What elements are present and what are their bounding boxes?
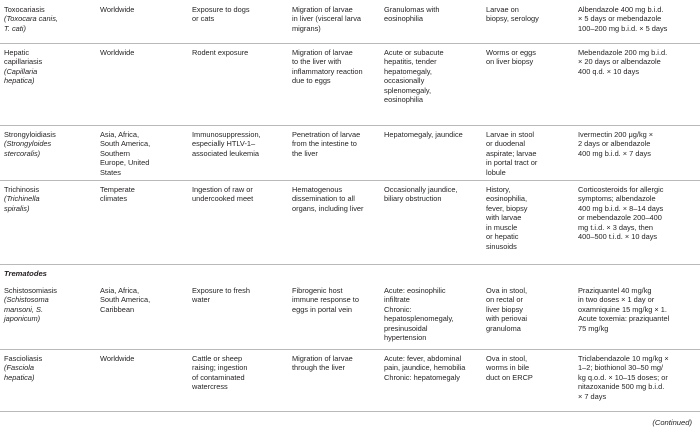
treatment-line: kg q.o.d. × 10–15 doses; or: [578, 372, 668, 382]
disease-name: Trichinosis: [4, 185, 40, 194]
treatment-line: 400 mg b.i.d. × 8–14 days: [578, 203, 664, 213]
diagnosis-cell: [486, 48, 566, 67]
distribution-cell: [100, 286, 186, 314]
treatment-line: × 7 days: [578, 391, 607, 401]
section-label: Trematodes: [4, 269, 47, 278]
disease-name: capillariasis: [4, 57, 43, 67]
mechanism-cell: [292, 354, 380, 373]
mechanism-line: migrans): [292, 23, 321, 33]
exposure-line: raising; ingestion: [192, 363, 248, 373]
diagnosis-line: granuloma: [486, 323, 521, 333]
findings-line: Acute: eosinophilic: [384, 286, 446, 295]
findings-line: hepatosplenomegaly,: [384, 314, 454, 324]
distribution-cell: [100, 185, 186, 204]
exposure-line: or cats: [192, 14, 215, 24]
treatment-line: Triclabendazole 10 mg/kg ×: [578, 354, 669, 363]
diagnosis-cell: [486, 5, 566, 24]
disease-name: Fascioliasis: [4, 354, 43, 363]
treatment-line: Acute toxemia: praziquantel: [578, 314, 670, 324]
distribution-line: Europe, United: [100, 158, 150, 168]
distribution-line: South America,: [100, 139, 151, 149]
distribution-line: Southern: [100, 148, 130, 158]
diagnosis-line: Larvae in stool: [486, 130, 535, 139]
diagnosis-line: duct on ERCP: [486, 372, 533, 382]
diagnosis-line: Ova in stool,: [486, 286, 528, 295]
exposure-line: of contaminated: [192, 372, 245, 382]
treatment-line: oxamniquine 15 mg/kg × 1.: [578, 304, 667, 314]
treatment-line: 100–200 mg b.i.d. × 5 days: [578, 23, 668, 33]
exposure-cell: [192, 130, 280, 158]
findings-line: Chronic:: [384, 304, 412, 314]
organism-name: stercoralis): [4, 148, 41, 158]
disease-cell: [4, 286, 88, 324]
findings-line: Occasionally jaundice,: [384, 185, 458, 194]
diagnosis-cell: [486, 286, 566, 333]
exposure-line: Ingestion of raw or: [192, 185, 253, 194]
diagnosis-line: biopsy, serology: [486, 14, 539, 24]
treatment-line: 2 days or albendazole: [578, 139, 651, 149]
diagnosis-line: lobule: [486, 167, 506, 177]
exposure-line: undercooked meet: [192, 194, 254, 204]
treatment-cell: [578, 130, 698, 158]
findings-line: Hepatomegaly, jaundice: [384, 130, 463, 139]
diagnosis-line: sinusoids: [486, 241, 517, 251]
exposure-cell: [192, 185, 280, 204]
organism-name: japonicum): [4, 314, 41, 324]
distribution-line: Worldwide: [100, 48, 135, 57]
treatment-line: Corticosteroids for allergic: [578, 185, 664, 194]
mechanism-line: immune response to: [292, 295, 359, 305]
treatment-cell: [578, 48, 698, 76]
exposure-cell: [192, 286, 280, 305]
diagnosis-line: Ova in stool,: [486, 354, 528, 363]
findings-line: biliary obstruction: [384, 194, 442, 204]
organism-name: (Capillaria: [4, 66, 38, 76]
organism-name: T. cati): [4, 23, 26, 33]
exposure-line: Immunosuppression,: [192, 130, 261, 139]
mechanism-line: from the intestine to: [292, 139, 357, 149]
diagnosis-line: or duodenal: [486, 139, 526, 149]
organism-name: (Fasciola: [4, 363, 34, 373]
findings-line: hepatomegaly,: [384, 66, 432, 76]
findings-line: Chronic: hepatomegaly: [384, 372, 461, 382]
distribution-line: Asia, Africa,: [100, 286, 140, 295]
mechanism-line: Penetration of larvae: [292, 130, 361, 139]
organism-name: (Schistosoma: [4, 295, 49, 305]
mechanism-cell: [292, 286, 380, 314]
organism-name: hepatica): [4, 372, 35, 382]
table-row: [0, 0, 700, 44]
disease-cell: [4, 130, 88, 158]
findings-cell: [384, 185, 480, 204]
exposure-line: water: [192, 295, 211, 305]
diagnosis-line: Worms or eggs: [486, 48, 536, 57]
findings-line: hypertension: [384, 333, 427, 343]
treatment-cell: [578, 5, 698, 33]
disease-cell: [4, 5, 88, 33]
organism-name: (Toxocara canis,: [4, 14, 58, 24]
exposure-line: Rodent exposure: [192, 48, 249, 57]
treatment-line: × 5 days or mebendazole: [578, 14, 662, 24]
treatment-line: 400–500 t.i.d. × 10 days: [578, 232, 658, 242]
distribution-cell: [100, 130, 186, 177]
organism-name: hepatica): [4, 76, 35, 86]
mechanism-cell: [292, 130, 380, 158]
treatment-line: 400 mg b.i.d. × 7 days: [578, 148, 651, 158]
treatment-cell: [578, 286, 698, 333]
disease-name: Strongyloidiasis: [4, 130, 56, 139]
table-row: [0, 125, 700, 181]
mechanism-line: Migration of larvae: [292, 354, 353, 363]
disease-cell: [4, 185, 88, 213]
distribution-line: Asia, Africa,: [100, 130, 140, 139]
distribution-cell: [100, 5, 186, 14]
diagnosis-line: fever, biopsy: [486, 203, 528, 213]
treatment-line: Praziquantel 40 mg/kg: [578, 286, 652, 295]
exposure-line: Exposure to dogs: [192, 5, 250, 14]
diagnosis-line: Larvae on: [486, 5, 519, 14]
continued-note: (Continued): [652, 418, 692, 427]
distribution-line: Caribbean: [100, 304, 135, 314]
treatment-line: symptoms; albendazole: [578, 194, 656, 204]
findings-line: splenomegaly,: [384, 85, 432, 95]
diagnosis-line: with larvae: [486, 213, 522, 223]
diagnosis-line: or hepatic: [486, 232, 519, 242]
treatment-line: Mebendazole 200 mg b.i.d.: [578, 48, 668, 57]
diagnosis-cell: [486, 354, 566, 382]
mechanism-line: inflammatory reaction: [292, 66, 363, 76]
distribution-line: Worldwide: [100, 354, 135, 363]
findings-line: Acute: fever, abdominal: [384, 354, 462, 363]
disease-name: Toxocariasis: [4, 5, 45, 14]
diagnosis-line: in portal tract or: [486, 158, 538, 168]
organism-name: (Trichinella: [4, 194, 40, 204]
table-row: [0, 43, 700, 126]
exposure-line: Cattle or sheep: [192, 354, 243, 363]
exposure-cell: [192, 48, 280, 57]
findings-cell: [384, 130, 480, 139]
findings-line: occasionally: [384, 76, 425, 86]
diagnosis-line: with periovai: [486, 314, 528, 324]
diagnosis-line: worms in bile: [486, 363, 530, 373]
mechanism-line: organs, including liver: [292, 203, 364, 213]
findings-line: eosinophilia: [384, 14, 424, 24]
diagnosis-line: on rectal or: [486, 295, 523, 305]
mechanism-line: due to eggs: [292, 76, 331, 86]
diagnosis-line: liver biopsy: [486, 304, 523, 314]
findings-cell: [384, 354, 480, 382]
mechanism-line: dissemination to all: [292, 194, 355, 204]
table-row: [0, 281, 700, 350]
section-row: [0, 264, 700, 281]
treatment-line: Ivermectin 200 μg/kg ×: [578, 130, 654, 139]
treatment-line: 75 mg/kg: [578, 323, 609, 333]
mechanism-line: Migration of larvae: [292, 5, 353, 14]
diagnosis-line: in muscle: [486, 222, 518, 232]
distribution-line: Temperate: [100, 185, 135, 194]
exposure-line: especially HTLV-1–: [192, 139, 256, 149]
exposure-line: Exposure to fresh: [192, 286, 250, 295]
findings-cell: [384, 286, 480, 343]
distribution-line: States: [100, 167, 121, 177]
diagnosis-cell: [486, 185, 566, 251]
mechanism-line: eggs in portal vein: [292, 304, 352, 314]
exposure-line: associated leukemia: [192, 148, 259, 158]
treatment-cell: [578, 354, 698, 401]
organism-name: mansoni, S.: [4, 304, 44, 314]
disease-name: Schistosomiasis: [4, 286, 57, 295]
findings-line: eosinophilia: [384, 95, 424, 105]
disease-cell: [4, 354, 88, 382]
organism-name: spiralis): [4, 203, 30, 213]
treatment-line: or mebendazole 200–400: [578, 213, 662, 223]
organism-name: (Strongyloides: [4, 139, 52, 149]
findings-cell: [384, 5, 480, 24]
treatment-line: in two doses × 1 day or: [578, 295, 655, 305]
exposure-cell: [192, 5, 280, 24]
findings-line: pain, jaundice, hemobilia: [384, 363, 466, 373]
exposure-line: watercress: [192, 382, 228, 392]
mechanism-line: in liver (visceral larva: [292, 14, 361, 24]
findings-cell: [384, 48, 480, 105]
diagnosis-line: on liver biopsy: [486, 57, 534, 67]
distribution-line: South America,: [100, 295, 151, 305]
treatment-line: 1–2; biothionol 30–50 mg/: [578, 363, 664, 373]
mechanism-line: through the liver: [292, 363, 345, 373]
findings-line: infiltrate: [384, 295, 410, 305]
table-row: [0, 349, 700, 412]
distribution-cell: [100, 354, 186, 363]
mechanism-cell: [292, 5, 380, 33]
distribution-cell: [100, 48, 186, 57]
mechanism-line: the liver: [292, 148, 318, 158]
findings-line: Granulomas with: [384, 5, 440, 14]
mechanism-cell: [292, 48, 380, 86]
treatment-line: 400 q.d. × 10 days: [578, 66, 640, 76]
disease-cell: [4, 48, 88, 86]
diagnosis-line: History,: [486, 185, 511, 194]
findings-line: Acute or subacute: [384, 48, 444, 57]
mechanism-line: Fibrogenic host: [292, 286, 343, 295]
mechanism-cell: [292, 185, 380, 213]
disease-name: Hepatic: [4, 48, 30, 57]
diagnosis-line: aspirate; larvae: [486, 148, 537, 158]
mechanism-line: Migration of larvae: [292, 48, 353, 57]
table-row: [0, 180, 700, 265]
findings-line: hepatitis, tender: [384, 57, 437, 67]
findings-line: presinusoidal: [384, 323, 428, 333]
distribution-line: Worldwide: [100, 5, 135, 14]
diagnosis-cell: [486, 130, 566, 177]
treatment-line: nitazoxanide 500 mg b.i.d.: [578, 382, 665, 392]
treatment-line: mg t.i.d. × 3 days, then: [578, 222, 653, 232]
treatment-line: Albendazole 400 mg b.i.d.: [578, 5, 664, 14]
diagnosis-line: eosinophilia,: [486, 194, 528, 204]
treatment-cell: [578, 185, 698, 242]
distribution-line: climates: [100, 194, 128, 204]
treatment-line: × 20 days or albendazole: [578, 57, 661, 67]
mechanism-line: to the liver with: [292, 57, 342, 67]
exposure-cell: [192, 354, 280, 392]
mechanism-line: Hematogenous: [292, 185, 343, 194]
